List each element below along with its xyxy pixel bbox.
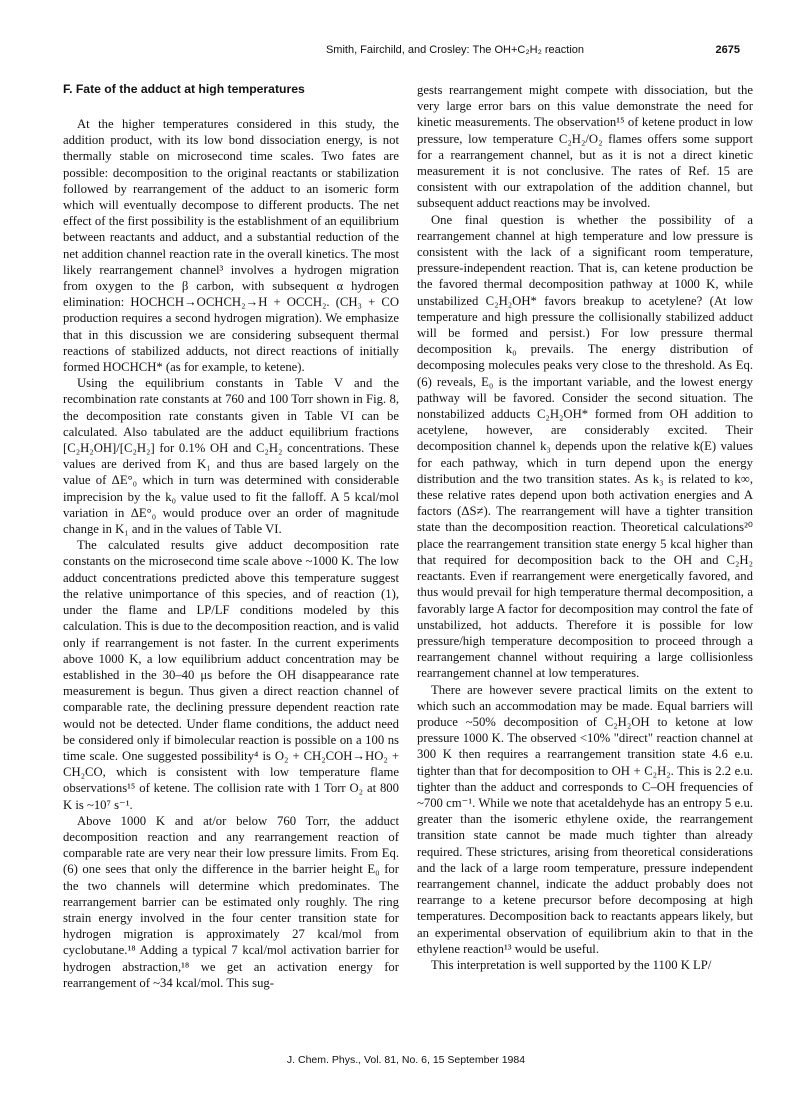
- section-heading: F. Fate of the adduct at high temperatures: [63, 82, 305, 96]
- running-head-title: Smith, Fairchild, and Crosley: The OH+C₂H₂ reaction: [325, 44, 585, 56]
- body-paragraph-6: There are however severe practical limits on the extent to which such an accommodation may be made. Equal barriers will produce ~50% decomposition of C₂H₂OH to ketone at low pressure 1000 K. The observed <10% "direct" reaction channel at 300 K then requires a rearrangement transition state 4.6 e.u. tighter than that for decomposition to OH + C₂H₂. This is 2.2 e.u. tighter than the adduct and corresponds to C–OH frequencies of ~700 cm⁻¹. While we note that acetaldehyde has an entropy 5 e.u. greater than the isomeric ethylene oxide, the rearrangement transition state cannot be made much tighter than already required. These strictures, arising from theoretical considerations and the lack of a large room temperature, pressure independent rearrangement channel, indicate the adduct probably does not rearrange to a ketene precursor before decomposing at high temperatures. Decomposition back to reactants appears likely, but an experimental observation of equilibrium akin to that in the ethylene reaction¹³ would be useful.: [417, 682, 753, 956]
- right-column: [417, 82, 753, 973]
- body-paragraph-3: The calculated results give adduct decomposition rate constants on the microsecond time scale above ~1000 K. The low adduct concentrations predicted above this temperature suggest the relative unimportance of this species, and of reaction (1), under the flame and LP/LF conditions modeled by this calculation. This is due to the decomposition reaction, and is valid only if rearrangement is not faster. In the current experiments above 1000 K, a low equilibrium adduct concentration may be established in the 30–40 μs before the OH disappearance rate measurement is begun. Thus given a direct reaction channel of comparable rate, the declining pressure dependent reaction rate would not be detected. Under flame conditions, the adduct need be considered only if bimolecular reaction is possible on a 100 ns time scale. One suggested possibility⁴ is O₂ + CH₂COH→HO₂ + CH₂CO, which is consistent with low temperature flame observations¹⁵ of ketene. The collision rate with 1 Torr O₂ at 800 K is ~10⁷ s⁻¹.: [63, 538, 399, 812]
- page-number: 2675: [715, 44, 740, 56]
- body-paragraph-1: At the higher temperatures considered in this study, the addition product, with its low bond dissociation energy, is not thermally stable on microsecond time scales. Two fates are possible: decomposition to the original reactants or stabilization followed by rearrangement of the adduct to an isomeric form which will eventually decompose to different products. The net effect of the first possibility is the establishment of an equilibrium between reactants and adduct, and a substantial reduction of the net addition channel reaction rate in the overall kinetics. The most likely rearrangement channel³ involves a hydrogen migration from oxygen to the β carbon, with subsequent α hydrogen elimination: HOCHCH→OCHCH₂→H + OCCH₂. (CH₃ + CO production requires a second hydrogen migration). We emphasize that in this discussion we are considering subsequent thermal reactions of stabilized adducts, not direct reactions of initially formed HOCHCH* (as for example, to ketene).: [63, 117, 399, 375]
- body-paragraph-continuation: gests rearrangement might compete with dissociation, but the very large error bars on this value demonstrate the need for kinetic measurements. The observation¹⁵ of ketene product in low pressure, low temperature C₂H₂/O₂ flames offers some support for a rearrangement channel, but as it is not a direct kinetic measurement it is not conclusive. The rates of Ref. 15 are consistent with our extrapolation of the addition channel, but subsequent adduct reactions may be involved.: [417, 83, 753, 211]
- left-column: [63, 82, 399, 991]
- body-paragraph-7: This interpretation is well supported by the 1100 K LP/: [431, 957, 712, 972]
- body-paragraph-4: Above 1000 K and at/or below 760 Torr, the adduct decomposition reaction and any rearrangement reaction of comparable rate are very near their low pressure limits. From Eq. (6) one sees that only the difference in the barrier height E₀ for the two channels will determine which predominates. The rearrangement barrier can be estimated only roughly. The ring strain energy involved in the four center transition state for hydrogen migration is approximately 27 kcal/mol from cyclobutane.¹⁸ Adding a typical 7 kcal/mol activation barrier for hydrogen abstraction,¹⁸ we get an activation energy for rearrangement of ~34 kcal/mol. This sug-: [63, 813, 399, 990]
- body-paragraph-2: Using the equilibrium constants in Table V and the recombination rate constants at 760 and 100 Torr shown in Fig. 8, the decomposition rate constants given in Table VI can be calculated. Also tabulated are the adduct equilibrium fractions [C₂H₂OH]/[C₂H₂] for 0.1% OH and C₂H₂ concentrations. These values are derived from K₁ and thus are based largely on the value of ΔE°₀ which in turn was determined with considerable imprecision by the k₀ value used to fit the falloff. A 5 kcal/mol variation in ΔE°₀ would produce over an order of magnitude change in K₁ and in the values of Table VI.: [63, 376, 399, 537]
- body-paragraph-5: One final question is whether the possibility of a rearrangement channel at high temperature and low pressure is consistent with the lack of a significant room temperature, pressure-independent reaction. That is, can ketene production be the favored thermal decomposition pathway at 1000 K, while unstabilized C₂H₂OH* favors breakup to acetylene? (At low temperature and high pressure the collisionally stabilized adduct will be formed and persist.) For low pressure thermal decomposition k₀ prevails. The energy distribution of decomposing molecules peaks very close to the threshold. As Eq. (6) reveals, E₀ is the important variable, and the lowest energy pathway will be favored. Consider the second situation. The nonstabilized adducts C₂H₂OH* formed from OH addition to acetylene, however, are considerably excited. Their decomposition channel k₃ depends upon the relative k(E) values for each pathway, which in turn depend upon the energy distribution and the two transition states. As k₃ is related to k∞, these relative rates depend upon both activation energies and A factors (ΔS≠). The rearrangement will have a tighter transition state than the decomposition reaction. Theoretical calculations²⁰ place the rearrangement transition state energy 5 kcal higher than that required for decomposition back to the OH and C₂H₂ reactants. Even if rearrangement were energetically favored, and thus would prevail for high temperature thermal decomposition, a favorably large A factor for decomposition may control the fate of unstabilized, hot adducts. Therefore it is possible for low pressure/high temperature decomposition to proceed through a rearrangement channel without requiring a large collisionless rearrangement channel at low temperatures.: [417, 212, 753, 681]
- journal-citation-footer: J. Chem. Phys., Vol. 81, No. 6, 15 September 1984: [286, 1054, 526, 1066]
